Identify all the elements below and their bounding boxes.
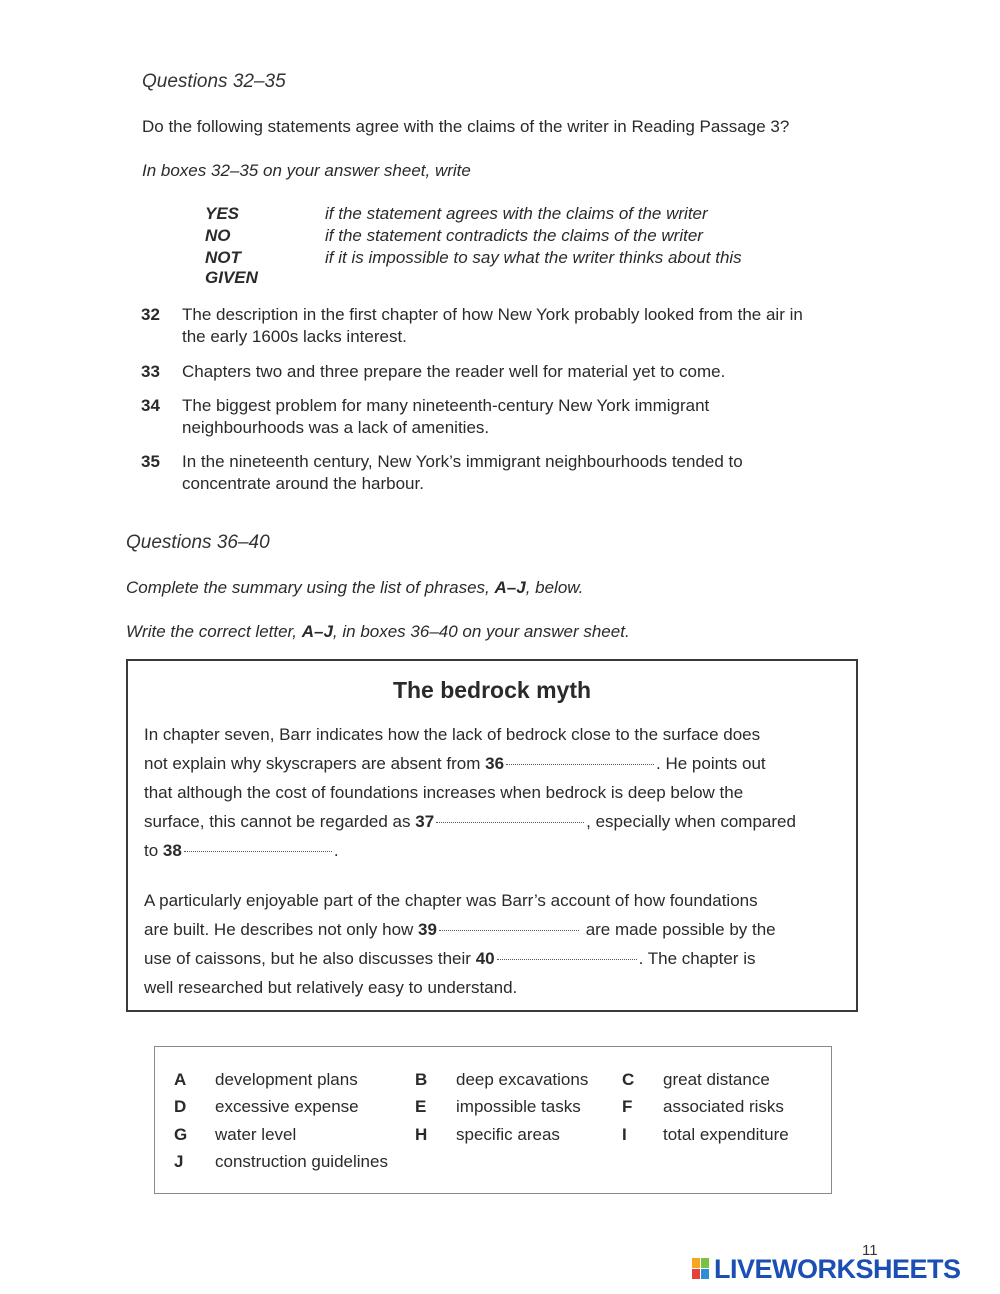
phrase-letter: I: [622, 1125, 627, 1144]
summary-title: The bedrock myth: [392, 677, 592, 703]
phrase-text: deep excavations: [456, 1070, 589, 1089]
phrase-text: specific areas: [456, 1125, 560, 1144]
legend-def: if the statement contradicts the claims of the writer: [325, 226, 703, 245]
phrase-letter: J: [174, 1152, 184, 1171]
legend-key: NOT GIVEN: [205, 248, 258, 287]
question-text: the early 1600s lacks interest.: [182, 327, 407, 346]
summary-text: , especially when compared: [586, 812, 796, 831]
summary-line: well researched but relatively easy to understand.: [144, 978, 518, 997]
question-number: 34: [141, 396, 160, 415]
legend-def: if it is impossible to say what the writer thinks about this: [325, 248, 742, 267]
phrase-letter: A: [174, 1070, 187, 1089]
question-text: Chapters two and three prepare the reader well for material yet to come.: [182, 362, 726, 381]
phrase-text: great distance: [663, 1070, 770, 1089]
question-number: 33: [141, 362, 160, 381]
summary-line: [144, 841, 339, 861]
phrase-text: total expenditure: [663, 1125, 789, 1144]
summary-line: [144, 754, 766, 774]
answer-gap-36[interactable]: [506, 763, 654, 765]
question-text: The description in the first chapter of how New York probably looked from the air in: [182, 305, 803, 324]
answer-gap-37[interactable]: [436, 821, 584, 823]
phrase-letter: H: [415, 1125, 428, 1144]
summary-line: that although the cost of foundations increases when bedrock is deep below the: [144, 783, 744, 802]
gap-number-37: 37: [415, 812, 435, 831]
summary-text: not explain why skyscrapers are absent from: [144, 754, 486, 773]
summary-box: [126, 659, 858, 1012]
questions-32-35-heading: Questions 32–35: [142, 71, 286, 92]
summary-text: surface, this cannot be regarded as: [144, 812, 416, 831]
question-text: The biggest problem for many nineteenth-century New York immigrant: [182, 396, 710, 415]
summary-line: In chapter seven, Barr indicates how the lack of bedrock close to the surface does: [144, 725, 761, 744]
summary-text: . The chapter is: [638, 949, 756, 968]
gap-number-39: 39: [418, 920, 437, 939]
question-text: concentrate around the harbour.: [182, 474, 424, 493]
section1-prompt: Do the following statements agree with the claims of the writer in Reading Passage 3?: [142, 117, 790, 136]
summary-line: [144, 949, 755, 969]
section2-instruction-1: [126, 578, 583, 598]
legend-key: NO: [205, 226, 231, 245]
legend-def: if the statement agrees with the claims of the writer: [325, 204, 708, 223]
phrase-text: excessive expense: [215, 1097, 359, 1116]
question-number: 35: [141, 452, 160, 471]
instruction-text: Complete the summary using the list of phrases,: [126, 578, 495, 597]
gap-number-36: 36: [485, 754, 505, 773]
page-number: 11: [862, 1242, 878, 1259]
gap-number-38: 38: [162, 841, 182, 860]
phrase-text: impossible tasks: [456, 1097, 581, 1116]
phrase-text: development plans: [215, 1070, 358, 1089]
answer-gap-39[interactable]: [439, 929, 579, 931]
answer-gap-40[interactable]: [497, 958, 637, 960]
phrase-text: water level: [215, 1125, 297, 1144]
liveworksheets-logo-icon: [692, 1258, 710, 1280]
phrase-letter: G: [174, 1125, 188, 1144]
phrase-letter: B: [415, 1070, 428, 1089]
summary-line: [144, 812, 796, 832]
question-text: In the nineteenth century, New York’s immigrant neighbourhoods tended to: [182, 452, 743, 471]
section2-instruction-2: [126, 622, 630, 642]
logo-text: LIVEWORKSHEETS: [714, 1254, 961, 1284]
phrase-letter: E: [415, 1097, 427, 1116]
instruction-text: Write the correct letter,: [126, 622, 302, 641]
phrase-letter: F: [622, 1097, 633, 1116]
question-text: neighbourhoods was a lack of amenities.: [182, 418, 490, 437]
summary-text: to: [144, 841, 163, 860]
summary-text: are built. He describes not only how: [144, 920, 419, 939]
section1-instruction: In boxes 32–35 on your answer sheet, write: [142, 161, 471, 180]
question-number: 32: [141, 305, 160, 324]
phrase-letter: D: [174, 1097, 187, 1116]
gap-number-40: 40: [475, 949, 495, 968]
summary-text: . He points out: [656, 754, 766, 773]
phrase-text: associated risks: [663, 1097, 784, 1116]
legend-key: YES: [205, 204, 240, 223]
summary-text: are made possible by the: [580, 920, 776, 939]
instruction-text: , below.: [525, 578, 584, 597]
summary-line: [144, 920, 776, 940]
instruction-range: A–J: [494, 578, 526, 597]
summary-text: use of caissons, but he also discusses their: [144, 949, 476, 968]
phrase-list-box: [154, 1046, 832, 1194]
phrase-letter: C: [622, 1070, 635, 1089]
summary-line: A particularly enjoyable part of the chapter was Barr’s account of how foundations: [144, 891, 758, 910]
answer-gap-38[interactable]: [184, 850, 332, 852]
instruction-text: , in boxes 36–40 on your answer sheet.: [332, 622, 630, 641]
instruction-range: A–J: [301, 622, 333, 641]
phrase-text: construction guidelines: [215, 1152, 388, 1171]
summary-text: .: [333, 841, 339, 860]
questions-36-40-heading: Questions 36–40: [126, 532, 270, 553]
